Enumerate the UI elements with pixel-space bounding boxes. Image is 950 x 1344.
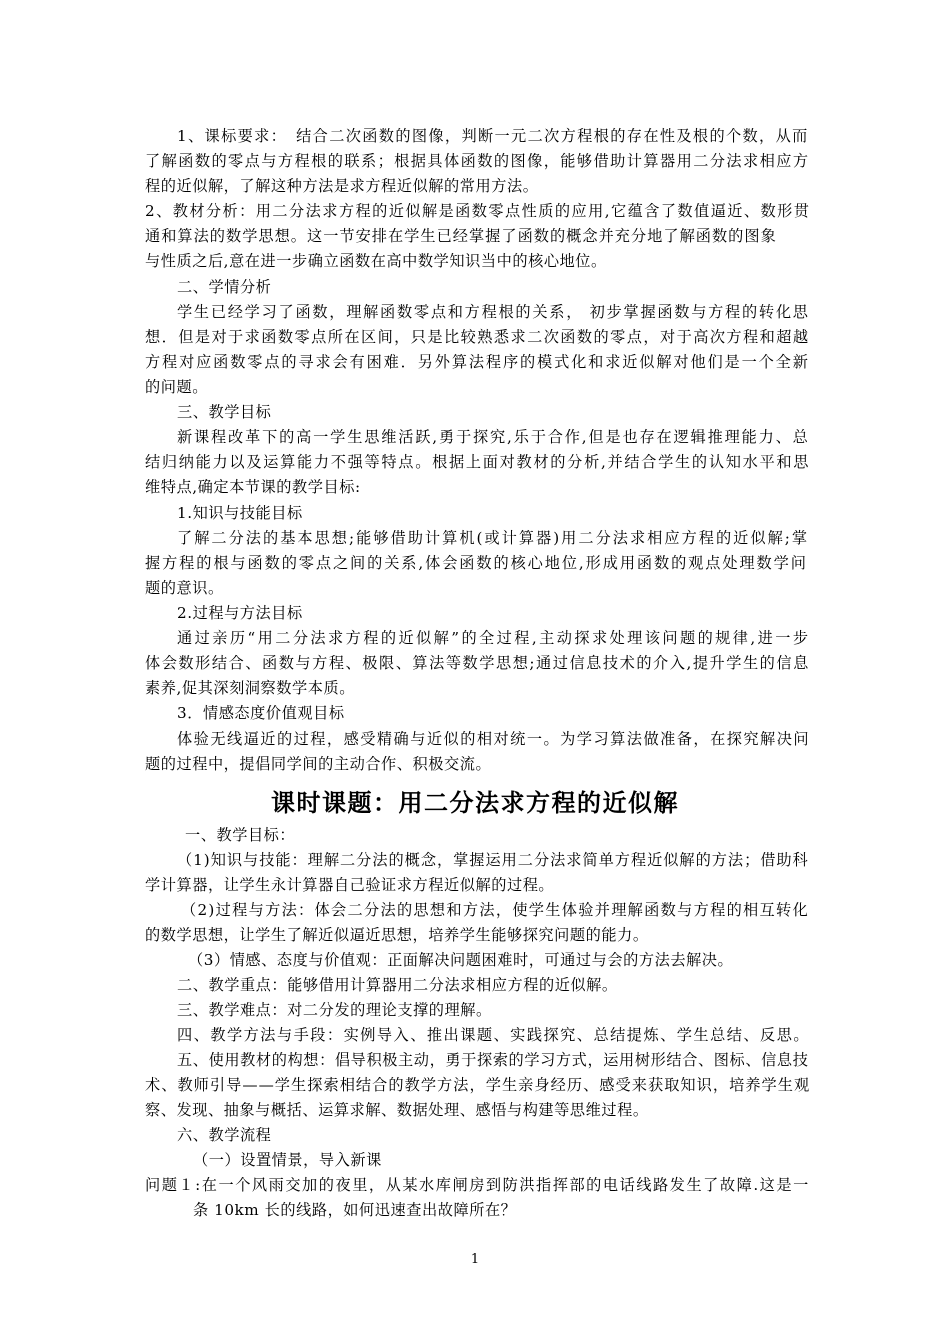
- text-line: 条 10km 长的线路，如何迅速查出故障所在？: [193, 1201, 517, 1219]
- text-line: 术、教师引导——学生探索相结合的教学方法，学生亲身经历、感受来获取知识，培养学生观: [145, 1076, 811, 1094]
- text-line: 1.知识与技能目标: [177, 504, 303, 522]
- text-line: 了解二分法的基本思想;能够借助计算机(或计算器)用二分法求相应方程的近似解;掌: [177, 529, 810, 547]
- text-line: 握方程的根与函数的零点之间的关系,体会函数的核心地位,形成用函数的观点处理数学问: [145, 554, 808, 572]
- text-line: 体会数形结合、函数与方程、极限、算法等数学思想;通过信息技术的介入,提升学生的信息: [145, 654, 810, 672]
- text-line: 结归纳能力以及运算能力不强等特点。根据上面对教材的分析,并结合学生的认知水平和思: [145, 453, 811, 471]
- text-line: 与性质之后,意在进一步确立函数在高中数学知识当中的核心地位。: [145, 252, 607, 270]
- text-line: （一）设置情景，导入新课: [193, 1151, 382, 1169]
- text-line: 通和算法的数学思想。这一节安排在学生已经掌握了函数的概念并充分地了解函数的图象: [145, 227, 777, 245]
- text-line: 新课程改革下的高一学生思维活跃,勇于探究,乐于合作,但是也存在逻辑推理能力、总: [177, 428, 810, 446]
- text-line: 体验无线逼近的过程，感受精确与近似的相对统一。为学习算法做准备，在探究解决问: [177, 730, 811, 748]
- text-line: 程的近似解，了解这种方法是求方程近似解的常用方法。: [145, 177, 539, 195]
- text-line: 1、课标要求： 结合二次函数的图像，判断一元二次方程根的存在性及根的个数，从而: [177, 127, 809, 145]
- text-line: 素养,促其深刻洞察数学本质。: [145, 679, 355, 697]
- page-number: 1: [470, 1252, 480, 1267]
- text-line: 通过亲历“用二分法求方程的近似解”的全过程,主动探求处理该问题的规律,进一步: [177, 629, 811, 647]
- text-line: 二、学情分析: [177, 278, 272, 296]
- text-line: 学计算器，让学生永计算器自己验证求方程近似解的过程。: [145, 876, 555, 894]
- text-line: 维特点,确定本节课的教学目标:: [145, 478, 361, 496]
- text-line: 2.过程与方法目标: [177, 604, 303, 622]
- text-line: 了解函数的零点与方程根的联系；根据具体函数的图像，能够借助计算器用二分法求相应方: [145, 152, 810, 170]
- text-line: 2、教材分析：用二分法求方程的近似解是函数零点性质的应用,它蕴含了数值逼近、数形贯: [145, 202, 811, 220]
- text-line: （1)知识与技能：理解二分法的概念，掌握运用二分法求简单方程近似解的方法；借助科: [177, 851, 809, 869]
- text-line: 五、使用教材的构想：倡导积极主动，勇于探索的学习方式，运用树形结合、图标、信息技: [177, 1051, 809, 1069]
- text-line: （2)过程与方法：体会二分法的思想和方法，使学生体验并理解函数与方程的相互转化: [181, 901, 809, 919]
- text-line: 问题１:在一个风雨交加的夜里，从某水库闸房到防洪指挥部的电话线路发生了故障.这是一: [145, 1176, 810, 1194]
- text-line: 一、教学目标：: [185, 826, 296, 844]
- text-line: 的问题。: [145, 378, 208, 396]
- text-line: 想．但是对于求函数零点所在区间，只是比较熟悉求二次函数的零点，对于高次方程和超越: [145, 328, 810, 346]
- text-line: 方程对应函数零点的寻求会有困难．另外算法程序的模式化和求近似解对他们是一个全新: [145, 353, 810, 371]
- text-line: 二、教学重点：能够借用计算器用二分法求相应方程的近似解。: [177, 976, 618, 994]
- text-line: 察、发现、抽象与概括、运算求解、数据处理、感悟与构建等思维过程。: [145, 1101, 649, 1119]
- text-line: 四、教学方法与手段：实例导入、推出课题、实践探究、总结提炼、学生总结、反思。: [177, 1026, 811, 1044]
- lesson-title: 课时课题：用二分法求方程的近似解: [271, 789, 679, 817]
- text-line: 六、教学流程: [177, 1126, 272, 1144]
- text-line: 题的意识。: [145, 579, 224, 597]
- text-line: 的数学思想，让学生了解近似逼近思想，培养学生能够探究问题的能力。: [145, 926, 649, 944]
- text-line: 学生已经学习了函数，理解函数零点和方程根的关系， 初步掌握函数与方程的转化思: [177, 303, 810, 321]
- text-line: 3．情感态度价值观目标: [177, 704, 345, 722]
- text-line: （3）情感、态度与价值观：正面解决问题困难时，可通过与会的方法去解决。: [188, 951, 734, 969]
- text-line: 三、教学目标: [177, 403, 272, 421]
- text-line: 题的过程中，提倡同学间的主动合作、积极交流。: [145, 755, 492, 773]
- text-line: 三、教学难点：对二分发的理论支撑的理解。: [177, 1001, 492, 1019]
